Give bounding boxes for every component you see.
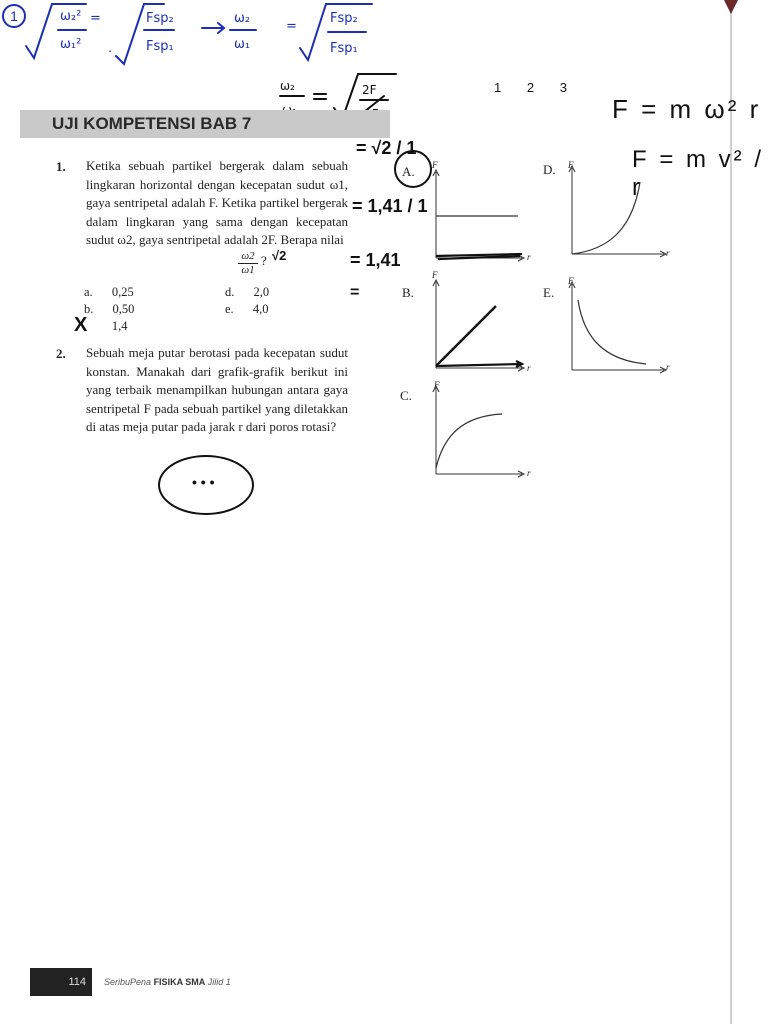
graph-d-letter: D. (543, 162, 556, 177)
svg-text:ω₂²: ω₂² (60, 9, 82, 24)
svg-text:Fsp₂: Fsp₂ (146, 11, 174, 26)
option-letter: a. (84, 285, 93, 299)
graph-b-curve (436, 306, 496, 366)
footer-subject: FISIKA SMA (153, 977, 206, 987)
graph-c-ylabel: F (434, 380, 440, 390)
hw-number: 2 (526, 80, 535, 95)
option-a[interactable] (84, 285, 134, 300)
footer-volume: Jilid 1 (207, 977, 231, 987)
footer-book-title (104, 977, 231, 987)
fraction-numerator: ω2 (238, 250, 258, 264)
option-value: 1,4 (111, 319, 128, 333)
graph-e-curve (578, 300, 646, 364)
circled-number: 1 (2, 4, 26, 28)
bookmark-corner (724, 0, 738, 14)
option-e[interactable] (225, 302, 268, 317)
handwritten-cross-mark: X (74, 314, 88, 336)
option-letter: d. (225, 285, 235, 299)
fraction-denominator: ω1 (241, 264, 255, 276)
graph-a-ylabel: F (432, 160, 438, 170)
graph-a-xlabel: r (527, 252, 531, 262)
svg-text:=: = (90, 11, 101, 26)
graph-c-xlabel: r (527, 468, 531, 478)
handwritten-step-2: = 1,41 / 1 (352, 196, 428, 216)
option-letter: b. (84, 302, 94, 316)
option-value: 2,0 (253, 285, 270, 299)
graph-d-xlabel: r (666, 248, 670, 258)
section-title-banner: UJI KOMPETENSI BAB 7 (20, 110, 390, 138)
hw-number: 3 (559, 80, 567, 95)
handwritten-top-equation (0, 0, 400, 70)
graph-c-curve (436, 414, 502, 468)
option-c[interactable] (84, 319, 127, 334)
option-value: 0,50 (112, 302, 135, 316)
svg-text:ω₂: ω₂ (234, 11, 251, 26)
svg-text:ω₂: ω₂ (280, 79, 295, 93)
svg-text:Fsp₁: Fsp₁ (146, 39, 174, 54)
handwritten-dots: • • • (192, 474, 215, 490)
question-1-fraction (238, 250, 258, 277)
graph-c (430, 384, 530, 480)
handwritten-sqrt2-inline: √2 (272, 248, 287, 263)
graph-b (430, 278, 530, 374)
graph-d (566, 164, 672, 260)
question-2-number: 2. (56, 346, 66, 361)
question-1-text: Ketika sebuah partikel bergerak dalam sebuah lingkaran horizontal dengan kecepatan sudut ω1, gaya sentripetal adalah F. Ketika partikel bergerak dalam lingkaran yang sama dengan kecepatan sudut ω2, gaya sentripetal adalah 2F. Berapa nilai (86, 158, 348, 247)
hw-number: 1 (494, 80, 502, 95)
page-number-box: 114 (30, 968, 92, 996)
graph-e (566, 280, 672, 376)
question-1-mark: ? (261, 253, 267, 268)
graph-b-xlabel: r (527, 363, 531, 373)
svg-text:Fsp₁: Fsp₁ (330, 41, 358, 56)
svg-text:ω₁: ω₁ (234, 37, 251, 52)
handwritten-step-1: = √2 / 1 (356, 138, 417, 158)
handwritten-circle-answer (394, 150, 432, 188)
graph-b-ylabel: F (432, 270, 438, 280)
svg-text:.: . (108, 41, 113, 56)
handwritten-step-3: = 1,41 (350, 250, 401, 270)
graph-e-letter: E. (543, 285, 555, 300)
option-letter: e. (225, 302, 234, 316)
option-value: 4,0 (252, 302, 269, 316)
graph-e-ylabel: F (568, 276, 574, 286)
graph-a-letter: A. (402, 164, 415, 179)
option-b[interactable] (84, 302, 134, 317)
option-d[interactable] (225, 285, 269, 300)
question-2-text: Sebuah meja putar berotasi pada kecepatan sudut konstan. Manakah dari grafik-grafik berikut ini yang terbaik menampilkan hubungan antara gaya sentripetal F pada sebuah partikel yang diletakkan di atas meja putar pada jarak r dari poros rotasi? (86, 345, 348, 434)
graph-e-xlabel: r (666, 362, 670, 372)
handwritten-formula-linear: F = m v² / r (632, 146, 764, 201)
graph-d-curve (572, 182, 640, 254)
svg-text:2F: 2F (362, 83, 377, 97)
footer-series: SeribuPena (104, 977, 152, 987)
graph-d-ylabel: F (568, 160, 574, 170)
svg-text:ω₁²: ω₁² (60, 37, 82, 52)
option-value: 0,25 (111, 285, 134, 299)
question-1-number: 1. (56, 159, 66, 174)
svg-text:Fsp₂: Fsp₂ (330, 11, 358, 26)
handwritten-equation-blue (24, 0, 384, 70)
handwritten-numbers (494, 80, 567, 95)
handwritten-step-4: = (350, 284, 360, 301)
graph-a (430, 168, 530, 264)
graph-c-letter: C. (400, 388, 412, 403)
graph-b-letter: B. (402, 285, 414, 300)
handwritten-formula-angular: F = m ω² r (612, 94, 762, 124)
svg-text:=: = (286, 19, 297, 34)
